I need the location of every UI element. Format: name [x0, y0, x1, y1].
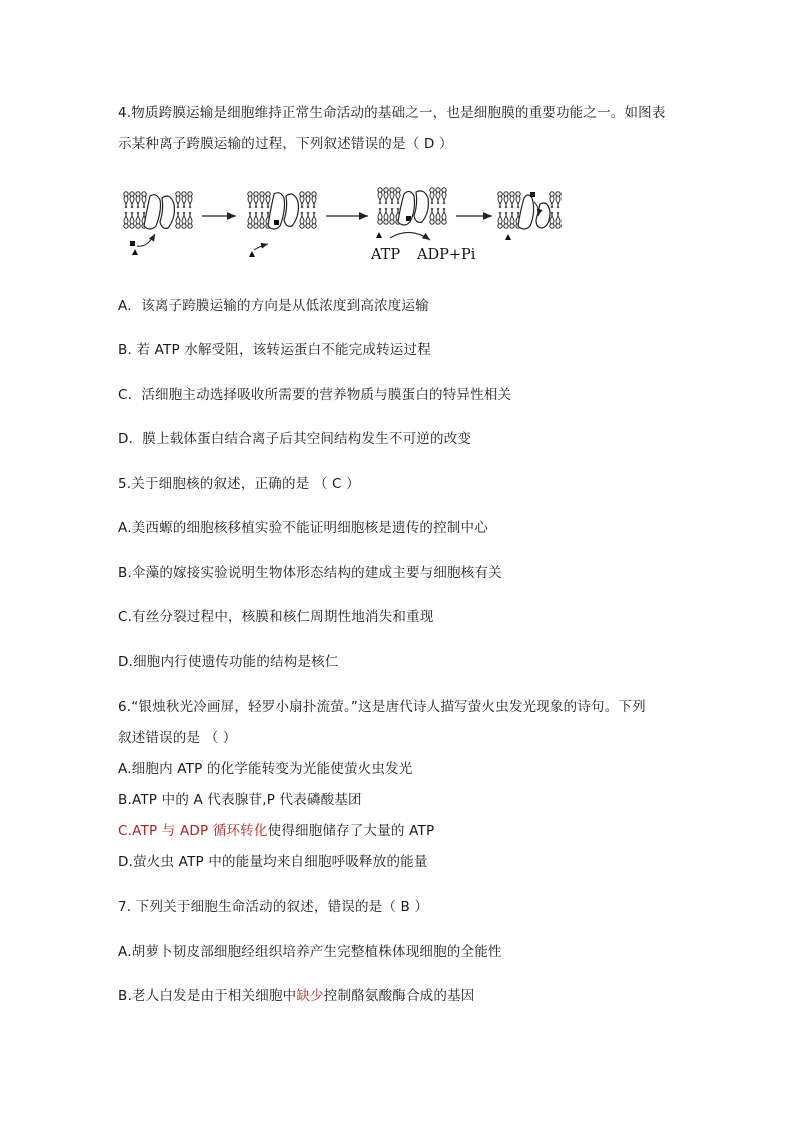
- q4-option-d: D．膜上载体蛋白结合离子后其空间结构发生不可逆的改变: [118, 431, 472, 447]
- stage-3: [376, 188, 446, 240]
- stage-2: [248, 192, 316, 257]
- q6-stem-line1: 6.“银烛秋光冷画屏，轻罗小扇扑流萤。”这是唐代诗人描写萤火虫发光现象的诗句。下列: [118, 699, 646, 715]
- stage-4: [498, 192, 562, 240]
- atp-hydrolysis-arrow: [390, 232, 430, 240]
- adp-pi-label: ADP+Pi: [417, 247, 476, 263]
- q4-option-a: A．该离子跨膜运输的方向是从低浓度到高浓度运输: [118, 298, 429, 314]
- q6-option-c: [118, 822, 434, 840]
- q7-option-b-pre: B.老人白发是由于相关细胞中: [118, 988, 297, 1004]
- q5-option-c: C.有丝分裂过程中，核膜和核仁周期性地消失和重现: [118, 609, 434, 625]
- q4-option-b: B. 若 ATP 水解受阻，该转运蛋白不能完成转运过程: [118, 342, 431, 358]
- q4-stem-line2: 示某种离子跨膜运输的过程，下列叙述错误的是（ D ）: [118, 136, 453, 152]
- q6-option-a: A.细胞内 ATP 的化学能转变为光能使萤火虫发光: [118, 761, 413, 777]
- ion-square: [130, 241, 135, 246]
- q5-option-a: A.美西螈的细胞核移植实验不能证明细胞核是遗传的控制中心: [118, 520, 488, 536]
- ion-triangle: [132, 249, 138, 255]
- q5-option-b: B.伞藻的嫁接实验说明生物体形态结构的建成主要与细胞核有关: [118, 565, 502, 581]
- stage-1: [124, 192, 192, 255]
- q4-stem-line1: 4.物质跨膜运输是细胞维持正常生命活动的基础之一，也是细胞膜的重要功能之一。如图表: [118, 105, 666, 121]
- q7-stem: 7. 下列关于细胞生命活动的叙述，错误的是（ B ）: [118, 899, 429, 915]
- atp-label: ATP: [371, 247, 401, 263]
- membrane-transport-diagram: [122, 186, 562, 270]
- q6-option-c-highlight: C.ATP 与 ADP 循环转化: [118, 823, 268, 839]
- q5-stem: 5.关于细胞核的叙述，正确的是 （ C ）: [118, 476, 360, 492]
- q7-option-a: A.胡萝卜韧皮部细胞经组织培养产生完整植株体现细胞的全能性: [118, 944, 502, 960]
- q6-option-c-rest: 使得细胞储存了大量的 ATP: [267, 823, 435, 839]
- q6-stem-line2: 叙述错误的是 （ ）: [118, 730, 237, 746]
- q5-option-d: D.细胞内行使遗传功能的结构是核仁: [118, 654, 339, 670]
- q6-option-b: B.ATP 中的 A 代表腺苷,P 代表磷酸基团: [118, 792, 362, 808]
- q6-option-d: D.萤火虫 ATP 中的能量均来自细胞呼吸释放的能量: [118, 854, 428, 870]
- q4-option-c: C．活细胞主动选择吸收所需要的营养物质与膜蛋白的特异性相关: [118, 387, 512, 403]
- q7-option-b-highlight: 缺少: [296, 988, 324, 1004]
- q7-option-b: [118, 987, 474, 1005]
- q7-option-b-post: 控制酪氨酸酶合成的基因: [323, 988, 475, 1004]
